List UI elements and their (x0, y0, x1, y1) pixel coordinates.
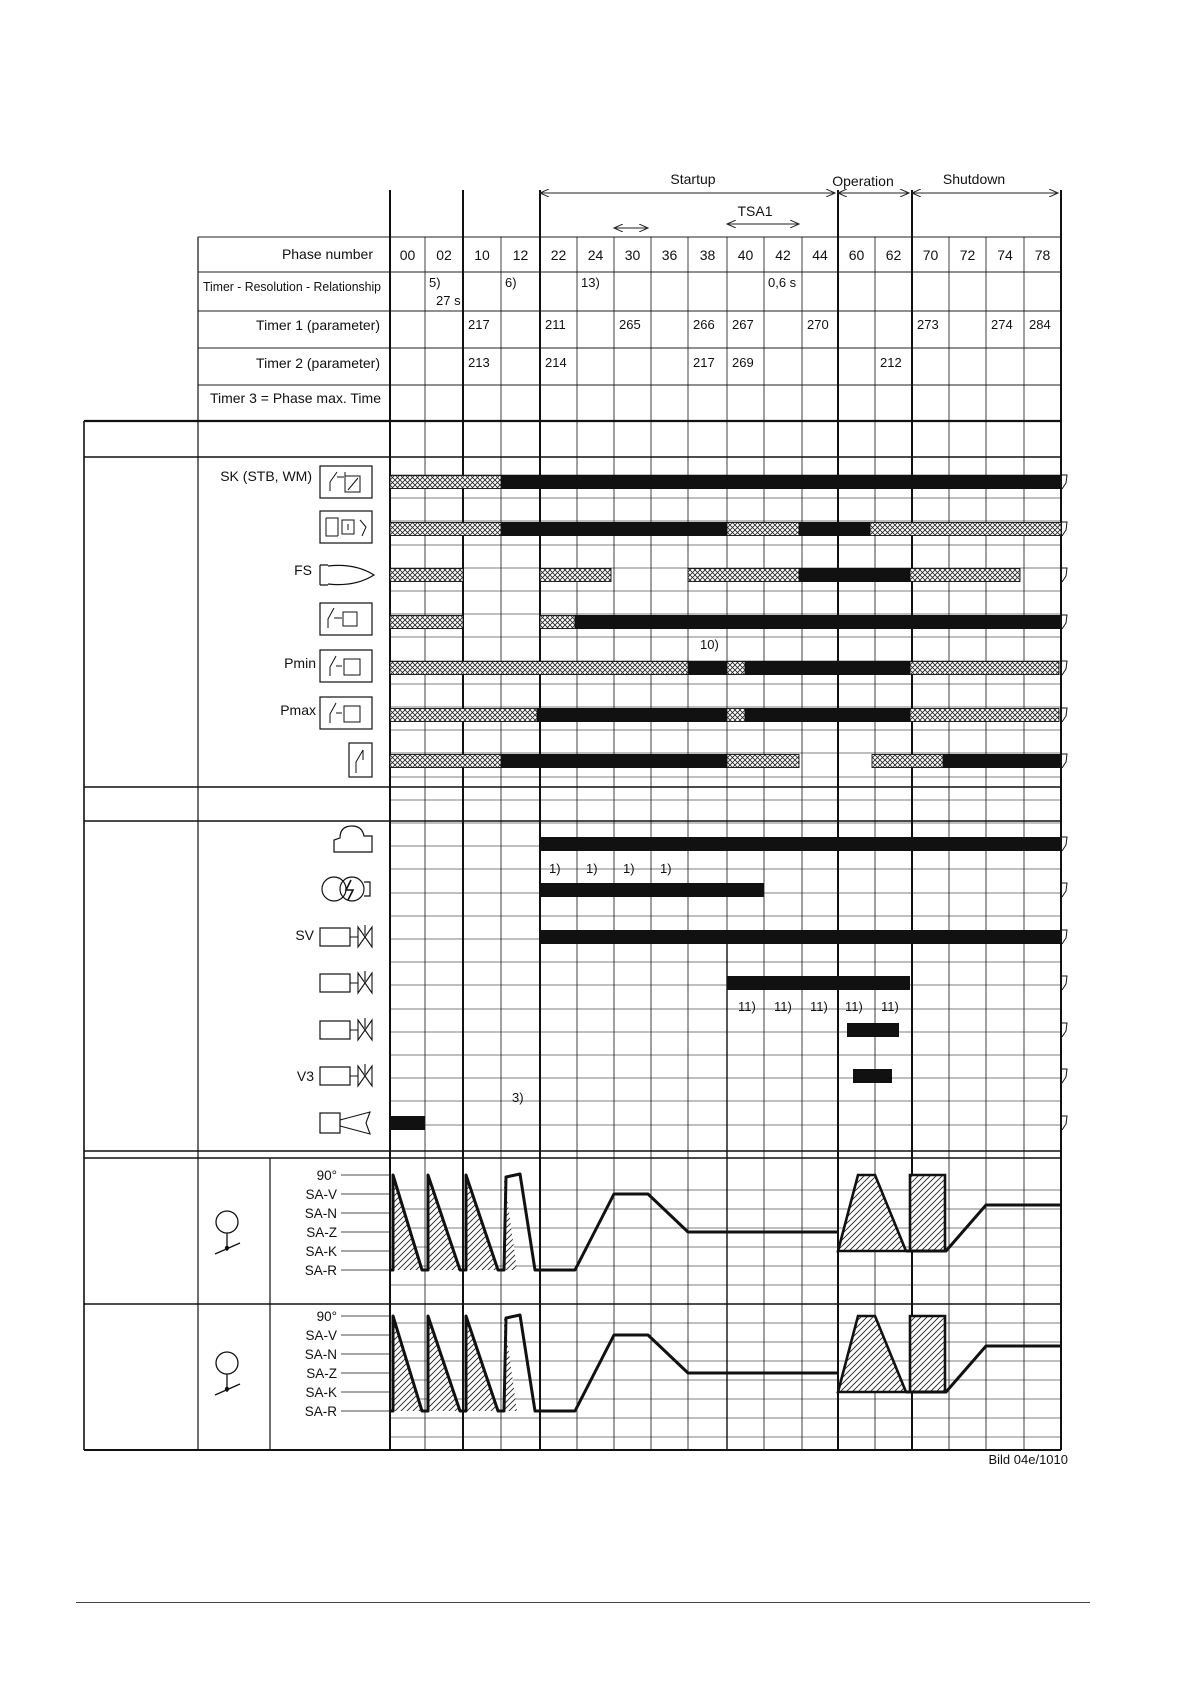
limiter-switch-icon (320, 466, 372, 498)
actuator-scale-label: SA-N (304, 1206, 337, 1221)
signal-on-bar (745, 708, 910, 722)
phase-number-label: Phase number (281, 246, 373, 262)
timer1-value: 266 (693, 317, 715, 332)
phase-number: 44 (812, 247, 828, 263)
row-end-tick (1062, 837, 1067, 851)
signal-undefined-bar (910, 709, 1059, 722)
row-end-tick (1062, 1069, 1067, 1083)
section-startup: Startup (670, 171, 716, 187)
ignition-transformer-icon (322, 877, 346, 901)
note-3: 3) (512, 1090, 524, 1105)
resolution-note: 6) (505, 275, 517, 290)
phase-number: 74 (997, 247, 1013, 263)
note-11-b: 11) (774, 999, 792, 1014)
actuator-scale-label: SA-Z (306, 1366, 337, 1381)
signal-undefined-bar (727, 523, 799, 536)
actuator-pivot-icon (225, 1246, 229, 1250)
note-11-e: 11) (881, 999, 899, 1014)
signal-on-bar (537, 708, 727, 722)
signal-on-bar (390, 1116, 425, 1130)
signal-undefined-bar (390, 616, 463, 629)
note-1-c: 1) (623, 861, 635, 876)
timer1-value: 267 (732, 317, 754, 332)
phase-number: 60 (848, 247, 865, 263)
timer2-value: 217 (693, 355, 715, 370)
timer3-label: Timer 3 = Phase max. Time (209, 390, 381, 406)
timer2-value: 212 (880, 355, 902, 370)
timer2-label: Timer 2 (parameter) (256, 355, 380, 371)
row-end-tick (1062, 754, 1067, 768)
row-end-tick (1062, 883, 1067, 897)
timer1-value: 274 (991, 317, 1013, 332)
actuator-scales (305, 1168, 390, 1419)
signal-on-bar (501, 475, 1061, 489)
note-1-d: 1) (660, 861, 672, 876)
resolution-note: 5) (429, 275, 441, 290)
phase-number: 02 (436, 247, 452, 263)
row-end-tick (1062, 1023, 1067, 1037)
timer-switch-icon (320, 511, 372, 543)
phase-numbers (400, 247, 1051, 263)
actuator-scale-label: 90° (316, 1309, 337, 1324)
fuel-valve-1-icon (320, 974, 350, 992)
signal-on-bar (575, 615, 1061, 629)
note-11-a: 11) (738, 999, 756, 1014)
phase-number: 42 (775, 247, 791, 263)
actuator-scale-label: SA-N (304, 1347, 337, 1362)
signal-undefined-bar (390, 755, 501, 768)
safety-valve-icon-body (350, 925, 372, 947)
phase-number: 62 (885, 247, 902, 263)
note-1-b: 1) (586, 861, 598, 876)
phase-number: 36 (661, 247, 678, 263)
note-11-d: 11) (845, 999, 863, 1014)
fuel-valve-2-icon (320, 1021, 350, 1039)
signal-on-bar (540, 883, 764, 897)
signal-on-bar (501, 754, 727, 768)
phase-number: 38 (699, 247, 716, 263)
fuel-valve-3-icon-body (350, 1064, 372, 1086)
figure-reference: Bild 04e/1010 (988, 1452, 1068, 1467)
signal-on-bar (847, 1023, 899, 1037)
actuator-scale-label: SA-K (305, 1244, 337, 1259)
signal-undefined-bar (872, 755, 943, 768)
signal-undefined-bar (540, 569, 611, 582)
alarm-horn-icon (340, 1112, 370, 1134)
ignition-transformer-coil-icon (340, 877, 364, 901)
signal-undefined-bar (390, 476, 501, 489)
actuator-scale-label: SA-R (304, 1263, 337, 1278)
row-end-tick (1062, 522, 1067, 536)
contact-icon (349, 743, 372, 777)
timer1-value: 265 (619, 317, 641, 332)
actuator-scale-label: SA-Z (306, 1225, 337, 1240)
signal-on-bar (727, 976, 910, 990)
row-end-tick (1062, 708, 1067, 722)
row-end-tick (1062, 615, 1067, 629)
note-11-c: 11) (810, 999, 828, 1014)
fuel-valve-2-icon-body (350, 1018, 372, 1040)
signal-on-bar (799, 522, 870, 536)
signal-undefined-bar (727, 662, 745, 675)
phase-number: 22 (550, 247, 567, 263)
header-row-labels (203, 246, 381, 406)
phase-number: 70 (922, 247, 939, 263)
actuator-postpurge-block (910, 1175, 945, 1251)
signal-undefined-bar (727, 755, 799, 768)
phase-number: 12 (512, 247, 529, 263)
phase-number: 72 (959, 247, 976, 263)
page-footer-rule (76, 1602, 1090, 1603)
signal-undefined-bar (390, 569, 463, 582)
actuator-pivot-icon (225, 1387, 229, 1391)
fuel-valve-3-icon (320, 1067, 350, 1085)
actuator-scale-label: SA-V (305, 1328, 337, 1343)
phase-number: 40 (737, 247, 754, 263)
row-end-tick (1062, 1116, 1067, 1130)
row-end-tick (1062, 568, 1067, 582)
signal-undefined-bar (870, 523, 1061, 536)
signal-undefined-bar (727, 709, 745, 722)
signal-undefined-bar (910, 569, 1020, 582)
signal-undefined-bar (540, 616, 575, 629)
timer1-value: 284 (1029, 317, 1051, 332)
tsa1-label: TSA1 (737, 203, 773, 219)
signal-undefined-bar (390, 709, 537, 722)
timer1-value: 211 (545, 317, 566, 332)
signal-undefined-bar (688, 569, 799, 582)
v3-label: V3 (296, 1068, 314, 1084)
phase-number: 30 (624, 247, 641, 263)
actuator-scale-label: 90° (316, 1168, 337, 1183)
grid-lines (84, 190, 1061, 1450)
fan-icon (334, 826, 372, 852)
signal-undefined-bar (390, 523, 501, 536)
actuator-postpurge-block (910, 1316, 945, 1392)
pmin-switch-icon (320, 650, 372, 682)
phase-number: 78 (1034, 247, 1051, 263)
pmin-label: Pmin (284, 655, 316, 671)
actuator-modulation-trapezoid (838, 1316, 906, 1392)
alarm-output-icon (320, 1113, 340, 1133)
section-shutdown: Shutdown (942, 171, 1006, 187)
row-end-tick (1062, 976, 1067, 990)
timer1-value: 273 (917, 317, 939, 332)
row-end-tick (1062, 930, 1067, 944)
actuator-waveforms (390, 1174, 1061, 1411)
actuator-icon (216, 1211, 238, 1233)
signal-on-bar (540, 930, 1061, 944)
fuel-valve-1-icon-body (350, 971, 372, 993)
fs-label: FS (294, 562, 312, 578)
timer2-value: 214 (545, 355, 567, 370)
row-end-tick (1062, 475, 1067, 489)
signal-on-bar (501, 522, 727, 536)
note-1-a: 1) (549, 861, 561, 876)
phase-number: 24 (587, 247, 604, 263)
signal-on-bar (540, 837, 1061, 851)
sv-label: SV (295, 927, 314, 943)
signal-undefined-bar (910, 662, 1059, 675)
resolution-note: 0,6 s (768, 275, 797, 290)
phase-number: 10 (474, 247, 490, 263)
signal-on-bar (943, 754, 1061, 768)
pmax-label: Pmax (280, 702, 316, 718)
row-end-tick (1062, 661, 1067, 675)
timer2-value: 269 (732, 355, 754, 370)
output-labels (295, 927, 314, 1084)
actuator-icon (216, 1352, 238, 1374)
note-10: 10) (700, 637, 719, 652)
signal-on-bar (688, 661, 727, 675)
safety-valve-icon (320, 928, 350, 946)
timer-values (429, 275, 1051, 370)
actuator-scale-label: SA-V (305, 1187, 337, 1202)
signal-on-bar (799, 568, 910, 582)
phase-number: 00 (399, 247, 416, 263)
timer2-value: 213 (468, 355, 490, 370)
sk-label: SK (STB, WM) (220, 468, 312, 484)
timer1-label: Timer 1 (parameter) (256, 317, 380, 333)
flame-sensor-icon (320, 565, 374, 585)
signal-on-bar (853, 1069, 892, 1083)
signal-on-bar (745, 661, 910, 675)
timer1-value: 217 (468, 317, 490, 332)
actuator-modulation-trapezoid (838, 1175, 906, 1251)
input-labels (220, 468, 316, 718)
resolution-note: 13) (581, 275, 600, 290)
signal-undefined-bar (390, 662, 688, 675)
timer1-value: 270 (807, 317, 829, 332)
actuator-scale-label: SA-R (304, 1404, 337, 1419)
resolution-note: 27 s (436, 293, 461, 308)
section-operation: Operation (832, 173, 894, 189)
transformer-lead-icon (364, 882, 370, 896)
timer-resolution-label: Timer - Resolution - Relationship (203, 280, 382, 294)
actuator-scale-label: SA-K (305, 1385, 337, 1400)
spark-icon (346, 880, 353, 900)
pmax-switch-icon (320, 697, 372, 729)
